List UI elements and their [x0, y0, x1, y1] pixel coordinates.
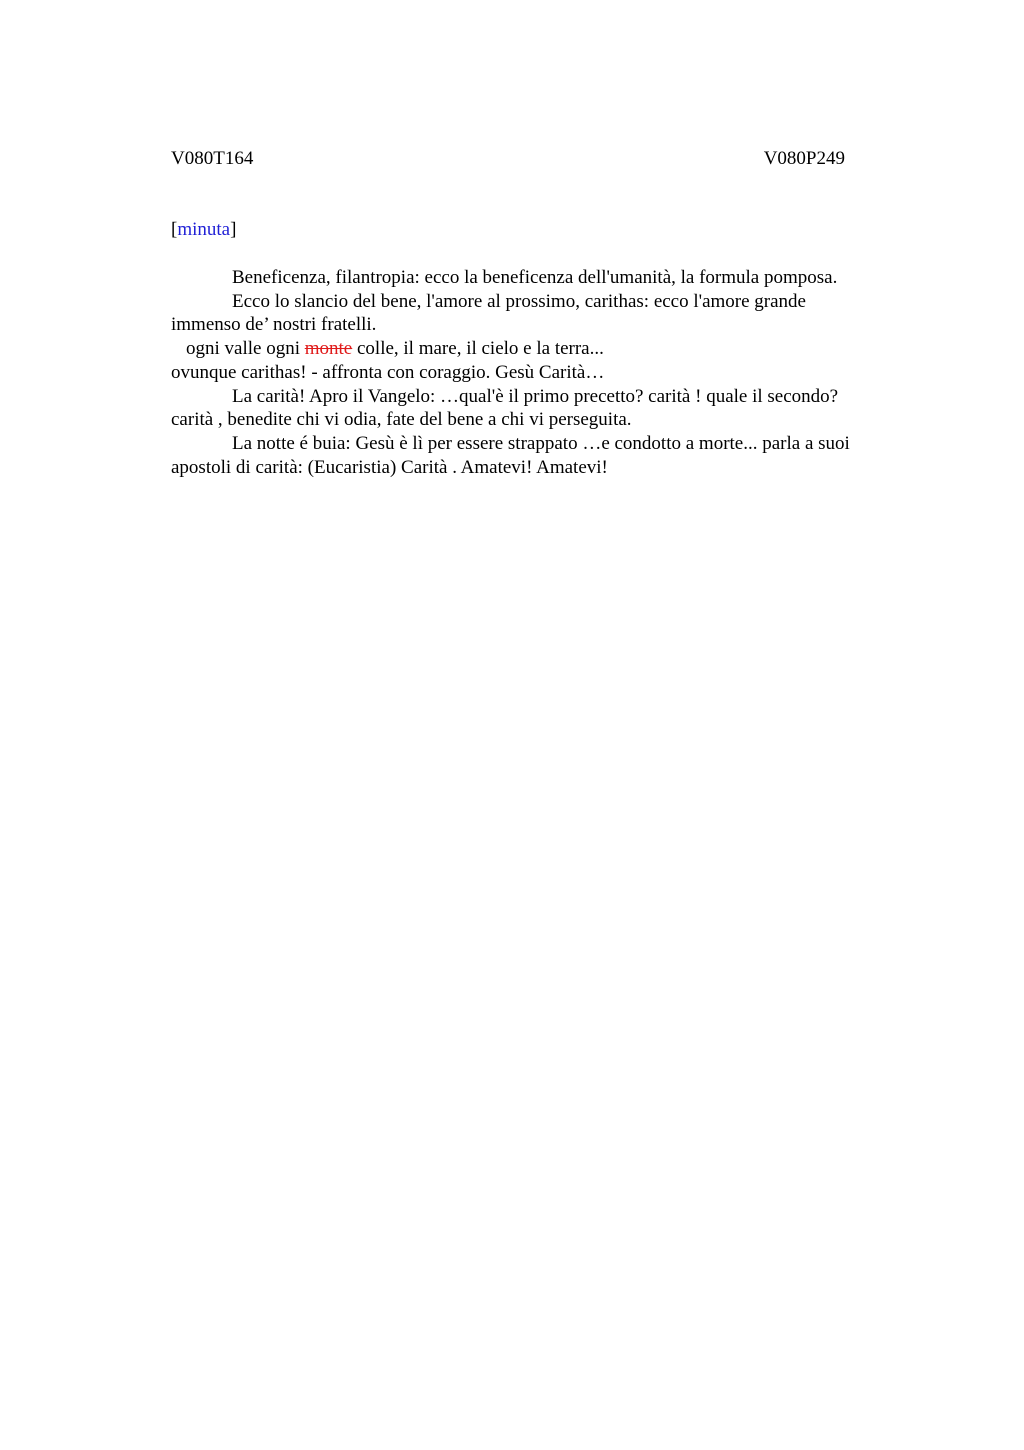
note-close-bracket: ]: [230, 219, 237, 240]
body-line-4-before: ogni valle ogni: [186, 338, 305, 360]
document-code-left: V080T164: [171, 148, 254, 169]
document-header: [171, 147, 845, 171]
struck-word: monte: [304, 338, 353, 360]
page-code-right: V080P249: [763, 148, 845, 169]
body-line-1: Beneficenza, filantropia: ecco la beneficenza dell'umanità, la formula pomposa.: [232, 267, 838, 288]
body-line-9: apostoli di carità: (Eucaristia) Carità . Amatevi! Amatevi!: [171, 456, 608, 478]
body-line-7: carità , benedite chi vi odia, fate del bene a chi vi perseguita.: [171, 409, 632, 431]
note-open-bracket: [: [171, 219, 178, 240]
body-line-6: La carità! Apro il Vangelo: …qual'è il primo precetto? carità ! quale il secondo?: [232, 385, 839, 407]
body-line-4-after: colle, il mare, il cielo e la terra...: [352, 338, 604, 360]
body-line-5: ovunque carithas! - affronta con coraggio. Gesù Carità…: [171, 361, 605, 383]
body-line-4: [171, 337, 911, 361]
note-word: minuta: [177, 219, 231, 240]
body-line-2: Ecco lo slancio del bene, l'amore al prossimo, carithas: ecco l'amore grande: [232, 290, 806, 312]
document-body: [171, 266, 911, 479]
draft-note-tag: [171, 218, 236, 242]
body-line-8: La notte é buia: Gesù è lì per essere strappato …e condotto a morte... parla a suoi: [232, 432, 850, 454]
body-line-3: immenso de’ nostri fratelli.: [171, 314, 377, 336]
